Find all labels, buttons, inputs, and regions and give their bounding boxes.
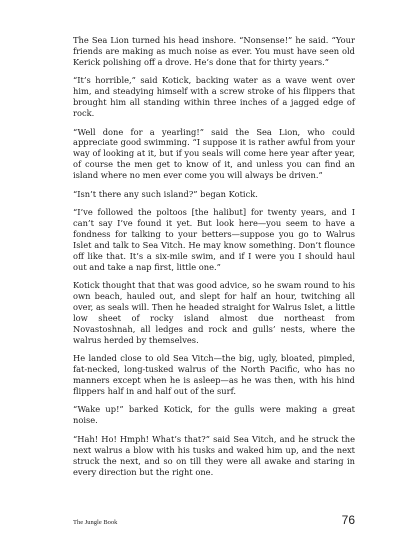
paragraph-7: He landed close to old Sea Vitch—the big, ugly, bloated, pimpled, fat-necked, long-tusked walrus of the North Pacific, who has no manners except when he is asleep—as he was then, with his hind flippers half in and half out of the surf. <box>73 353 355 396</box>
page-text-body <box>73 35 355 485</box>
paragraph-9: “Hah! Ho! Hmph! What’s that?” said Sea Vitch, and he struck the next walrus a blow with his tusks and waked him up, and the next struck the next, and so on till they were all awake and staring in every direction but the right one. <box>73 433 355 477</box>
footer-book-title: The Jungle Book <box>73 519 118 526</box>
footer-page-number: 76 <box>341 513 355 527</box>
paragraph-5: “I’ve followed the poltoos [the halibut] for twenty years, and I can’t say I’ve found it yet. But look here—you seem to have a fondness for talking to your betters—suppose you go to Walrus Islet and talk to Sea Vitch. He may know something. Don’t flounce off like that. It’s a six-mile swim, and if I were you I should haul out and take a nap first, little one.” <box>73 207 355 272</box>
page-footer <box>73 513 355 527</box>
paragraph-2: “It’s horrible,” said Kotick, backing water as a wave went over him, and steadying himself with a screw stroke of his flippers that brought him all standing within three inches of a jagged edge of rock. <box>73 75 355 119</box>
paragraph-1: The Sea Lion turned his head inshore. “Nonsense!” he said. “Your friends are making as much noise as ever. You must have seen old Kerick polishing off a drove. He’s done that for thirty years.” <box>73 35 355 67</box>
paragraph-3: “Well done for a yearling!” said the Sea Lion, who could appreciate good swimming. “I suppose it is rather awful from your way of looking at it, but if you seals will come here year after year, of course the men get to know of it, and unless you can find an island where no men ever come you will always be driven.” <box>73 126 355 181</box>
paragraph-6: Kotick thought that that was good advice, so he swam round to his own beach, hauled out, and slept for half an hour, twitching all over, as seals will. Then he headed straight for Walrus Islet, a little low sheet of rocky island almost due northeast from Novastoshnah, all ledges and rock and gulls’ nests, where the walrus herded by themselves. <box>73 280 355 345</box>
paragraph-8: “Wake up!” barked Kotick, for the gulls were making a great noise. <box>73 404 355 426</box>
paragraph-4: “Isn’t there any such island?” began Kotick. <box>73 188 258 199</box>
